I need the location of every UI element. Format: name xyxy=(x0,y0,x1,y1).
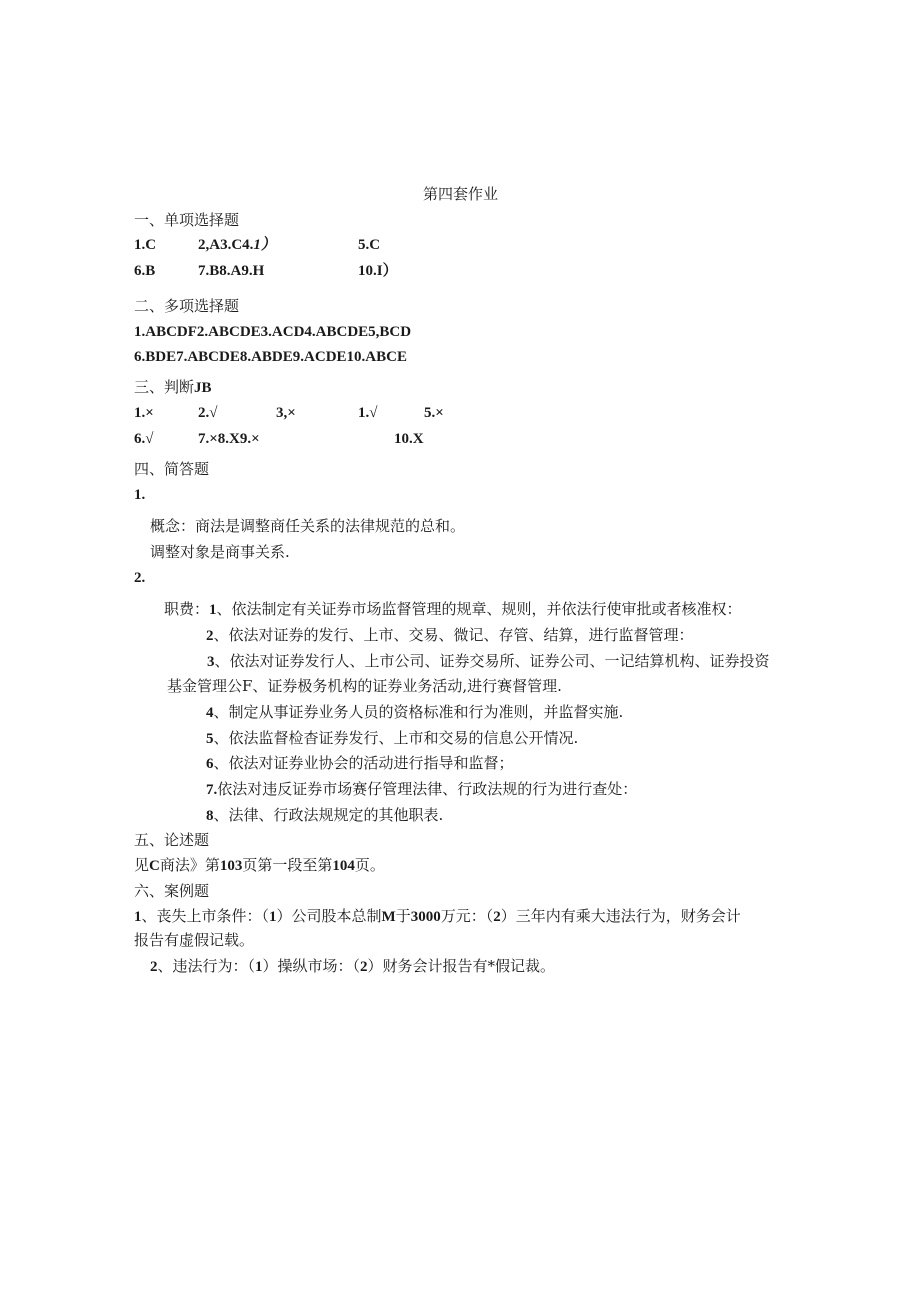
answer-text: 4、制定从事证券业务人员的资格标准和行为准则，并监督实施. xyxy=(206,703,624,721)
answer-cell: 7.B8.A9.H xyxy=(198,263,265,279)
answer-text: 2、违法行为：（1）操纵市场：（2）财务会计报告有*假记裁。 xyxy=(150,957,556,975)
answer-text: 2、依法对证券的发行、上市、交易、微记、存管、结算，进行监督管理： xyxy=(206,626,694,644)
section-heading-true-false: 三、判断JB xyxy=(134,378,212,396)
answer-text: 职费：1、依法制定有关证券市场监督管理的规章、规则，并依法行使审批或者核准权： xyxy=(164,600,742,618)
question-number: 1. xyxy=(134,487,146,503)
answer-text: 8、法律、行政法规规定的其他职表. xyxy=(206,806,444,824)
answer-cell: 10.X xyxy=(394,431,424,447)
answer-cell: 1.√ xyxy=(358,405,378,421)
section-heading-multi-choice: 二、多项选择题 xyxy=(134,297,240,315)
answer-text: 6、依法对证券业协会的活动进行指导和监督； xyxy=(206,754,514,772)
page-title: 第四套作业 xyxy=(423,185,499,203)
answer-cell: 1.C xyxy=(134,237,157,253)
section-heading-essay: 五、论述题 xyxy=(134,831,210,849)
answer-cell: 5.× xyxy=(424,405,444,421)
answer-row: 1.ABCDF2.ABCDE3.ACD4.ABCDE5,BCD xyxy=(134,324,412,340)
answer-text: 7.依法对违反证券市场赛仔管理法律、行政法规的行为进行查处： xyxy=(206,780,638,798)
answer-text: 5、依法监督检杳证券发行、上市和交易的信息公开情况. xyxy=(206,729,579,747)
answer-cell: 3,× xyxy=(276,405,296,421)
answer-cell: 6.√ xyxy=(134,431,154,447)
answer-cell: 5.C xyxy=(358,237,381,253)
answer-text: 调整对象是商事关系. xyxy=(150,543,290,561)
answer-cell: 1.× xyxy=(134,405,154,421)
section-heading-short-answer: 四、简答题 xyxy=(134,460,210,478)
answer-cell: 10.I） xyxy=(358,263,398,279)
answer-cell: 2.√ xyxy=(198,405,218,421)
answer-row: 6.BDE7.ABCDE8.ABDE9.ACDE10.ABCE xyxy=(134,349,407,365)
answer-text: 见C商法》第103页第一段至第104页。 xyxy=(134,856,385,874)
answer-cell: 7.×8.X9.× xyxy=(198,431,260,447)
answer-text: 基金管理公F、证券极务机构的证券业务活动,进行赛督管理. xyxy=(167,677,562,695)
answer-text: 3、依法对证券发行人、上市公司、证券交易所、证券公司、一记结算机构、证券投资 xyxy=(207,652,770,670)
question-number: 2. xyxy=(134,570,146,586)
section-heading-single-choice: 一、单项选择题 xyxy=(134,211,240,229)
answer-text: 1、丧失上市条件：（1）公司股本总制M于3000万元：（2）三年内有乘大违法行为，财务会计 xyxy=(134,907,741,925)
answer-text: 概念：商法是调整商任关系的法律规范的总和。 xyxy=(150,517,466,535)
answer-text: 报告有虚假记载。 xyxy=(134,931,255,949)
section-heading-case: 六、案例题 xyxy=(134,882,210,900)
answer-cell: 6.B xyxy=(134,263,156,279)
answer-cell: 2,A3.C4.1） xyxy=(198,237,276,253)
